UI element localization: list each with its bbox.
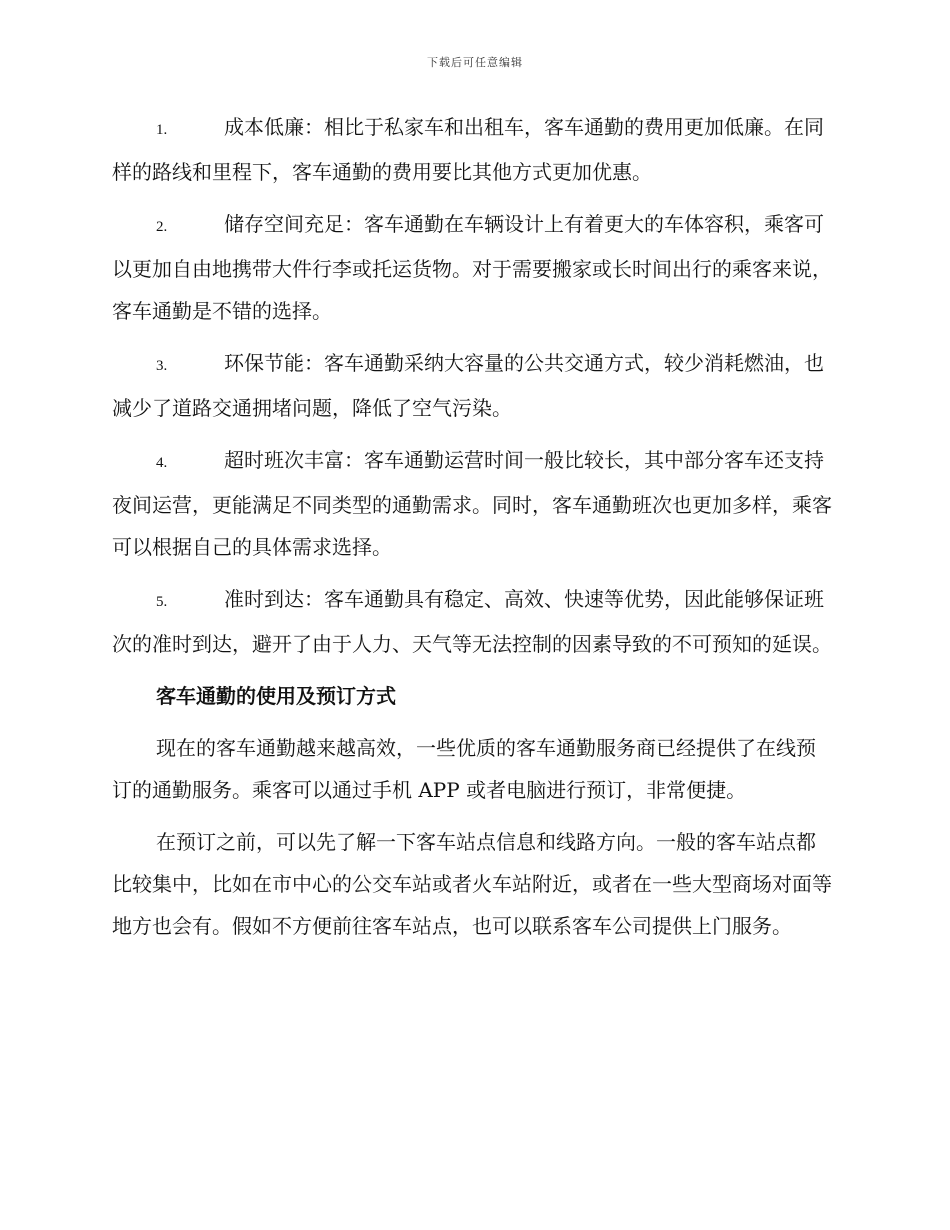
list-item-number: 2. [156, 219, 168, 235]
list-item-number: 1. [156, 122, 168, 138]
list-item-number: 3. [156, 358, 168, 374]
list-item [112, 203, 832, 332]
list-item-number: 4. [156, 455, 168, 471]
paragraph: 现在的客车通勤越来越高效，一些优质的客车通勤服务商已经提供了在线预订的通勤服务。乘客可以通过手机 APP 或者电脑进行预订，非常便捷。 [112, 736, 816, 802]
page-header: 下载后可任意编辑 [427, 56, 523, 69]
document-body [112, 106, 832, 957]
list-item [112, 439, 832, 568]
list-item [112, 106, 832, 193]
list-item-text: 成本低廉：相比于私家车和出租车，客车通勤的费用更加低廉。在同样的路线和里程下，客车通勤的费用要比其他方式更加优惠。 [112, 115, 824, 184]
list-item-number: 5. [156, 594, 168, 610]
list-item-text: 环保节能：客车通勤采纳大容量的公共交通方式，较少消耗燃油，也减少了道路交通拥堵问题，降低了空气污染。 [112, 351, 824, 420]
section-heading: 客车通勤的使用及预订方式 [156, 684, 396, 708]
list-item [112, 342, 832, 429]
list-item-text: 准时到达：客车通勤具有稳定、高效、快速等优势，因此能够保证班次的准时到达，避开了由于人力、天气等无法控制的因素导致的不可预知的延误。 [112, 587, 832, 656]
paragraph: 在预订之前，可以先了解一下客车站点信息和线路方向。一般的客车站点都比较集中，比如在市中心的公交车站或者火车站附近，或者在一些大型商场对面等地方也会有。假如不方便前往客车站点，也可以联系客车公司提供上门服务。 [112, 830, 832, 938]
list-item-text: 超时班次丰富：客车通勤运营时间一般比较长，其中部分客车还支持夜间运营，更能满足不同类型的通勤需求。同时，客车通勤班次也更加多样，乘客可以根据自己的具体需求选择。 [112, 448, 832, 559]
list-item-text: 储存空间充足：客车通勤在车辆设计上有着更大的车体容积，乘客可以更加自由地携带大件行李或托运货物。对于需要搬家或长时间出行的乘客来说，客车通勤是不错的选择。 [112, 212, 832, 323]
list-item [112, 578, 832, 665]
